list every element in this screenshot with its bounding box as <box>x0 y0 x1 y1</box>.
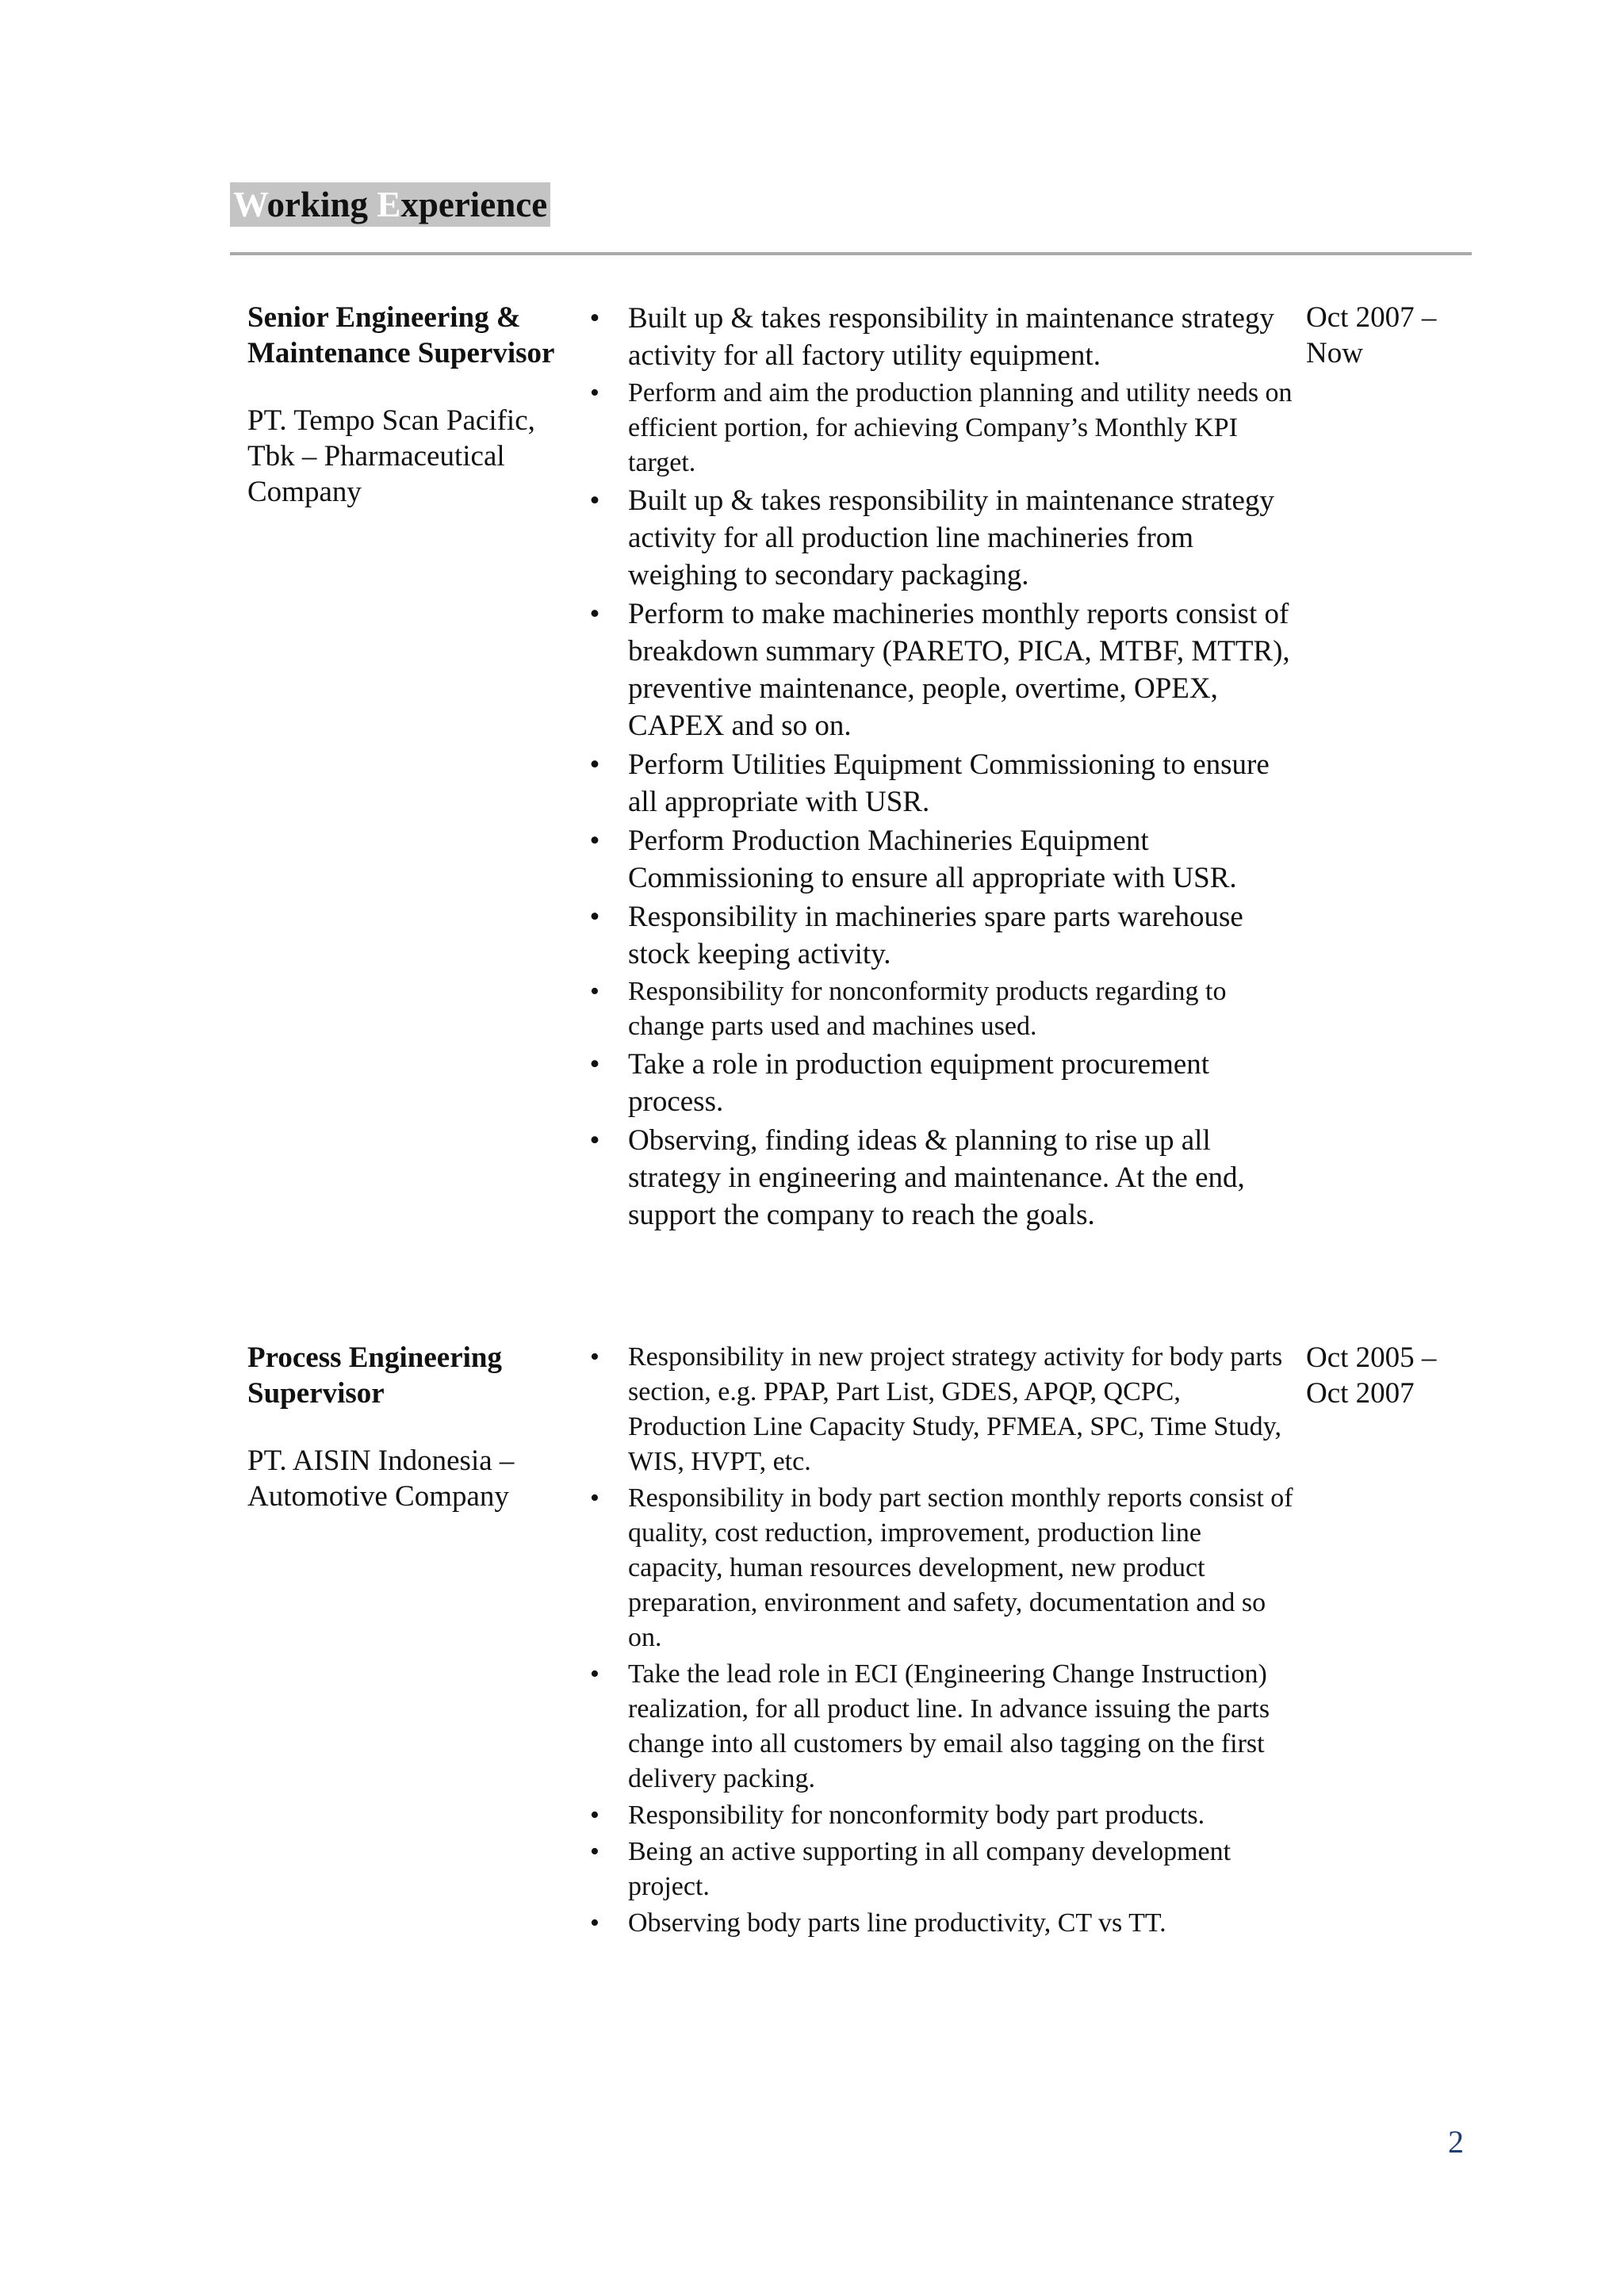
period-column <box>1306 1340 1480 1411</box>
responsibility-list <box>587 1340 1507 1941</box>
employment-period: Oct 2007 – Now <box>1306 301 1437 369</box>
responsibility-item: • Perform and aim the production planning and utility needs on efficient portion, for achieving Company’s Monthly KPI target. <box>587 376 1296 480</box>
position-column <box>247 1340 580 1514</box>
responsibility-item: • Observing, finding ideas & planning to rise up all strategy in engineering and maintenance. At the end, support the company to reach the goals. <box>587 1122 1296 1234</box>
responsibility-item: • Perform to make machineries monthly reports consist of breakdown summary (PARETO, PICA, MTBF, MTTR), preventive maintenance, people, overtime, OPEX, CAPEX and so on. <box>587 595 1296 744</box>
position-column <box>247 300 580 510</box>
employment-period: Oct 2005 – Oct 2007 <box>1306 1341 1437 1410</box>
company-name: PT. Tempo Scan Pacific, Tbk – Pharmaceutical Company <box>247 404 535 508</box>
responsibilities-column <box>587 300 1507 1235</box>
title-rest-xperience: xperience <box>400 185 548 224</box>
period-column <box>1306 300 1480 371</box>
responsibility-item: • Responsibility in body part section monthly reports consist of quality, cost reduction, improvement, production line capacity, human resources development, new product preparation, environment and safety, documentation and so on. <box>587 1481 1296 1655</box>
responsibility-item: • Responsibility for nonconformity products regarding to change parts used and machines used. <box>587 974 1296 1044</box>
responsibility-item: • Being an active supporting in all company development project. <box>587 1835 1296 1904</box>
responsibility-item: • Perform Production Machineries Equipment Commissioning to ensure all appropriate with USR. <box>587 822 1296 897</box>
responsibility-item: • Responsibility in machineries spare parts warehouse stock keeping activity. <box>587 898 1296 973</box>
section-divider <box>230 252 1472 255</box>
company-name: PT. AISIN Indonesia – Automotive Company <box>247 1445 515 1513</box>
responsibility-list <box>587 300 1507 1234</box>
responsibility-item: • Take the lead role in ECI (Engineering Change Instruction) realization, for all product line. In advance issuing the parts change into all customers by email also tagging on the first delivery packing. <box>587 1657 1296 1797</box>
page-number: 2 <box>1448 2124 1464 2160</box>
title-initial-w: W <box>233 185 267 224</box>
responsibility-item: • Take a role in production equipment procurement process. <box>587 1046 1296 1120</box>
title-rest-orking: orking <box>266 185 377 224</box>
responsibility-item: • Responsibility in new project strategy activity for body parts section, e.g. PPAP, Part List, GDES, APQP, QCPC, Production Line Capacity Study, PFMEA, SPC, Time Study, WIS, HVPT, etc. <box>587 1340 1296 1479</box>
responsibilities-column <box>587 1340 1507 1942</box>
responsibility-item: • Responsibility for nonconformity body part products. <box>587 1798 1296 1833</box>
responsibility-item: • Observing body parts line productivity, CT vs TT. <box>587 1906 1296 1941</box>
job-title: Senior Engineering & Maintenance Supervisor <box>247 301 555 369</box>
responsibility-item: • Built up & takes responsibility in maintenance strategy activity for all factory utility equipment. <box>587 300 1296 374</box>
responsibility-item: • Built up & takes responsibility in maintenance strategy activity for all production line machineries from weighing to secondary packaging. <box>587 482 1296 594</box>
section-title-working-experience <box>230 182 550 227</box>
job-title: Process Engineering Supervisor <box>247 1341 502 1410</box>
title-initial-e: E <box>377 185 401 224</box>
responsibility-item: • Perform Utilities Equipment Commissioning to ensure all appropriate with USR. <box>587 746 1296 821</box>
